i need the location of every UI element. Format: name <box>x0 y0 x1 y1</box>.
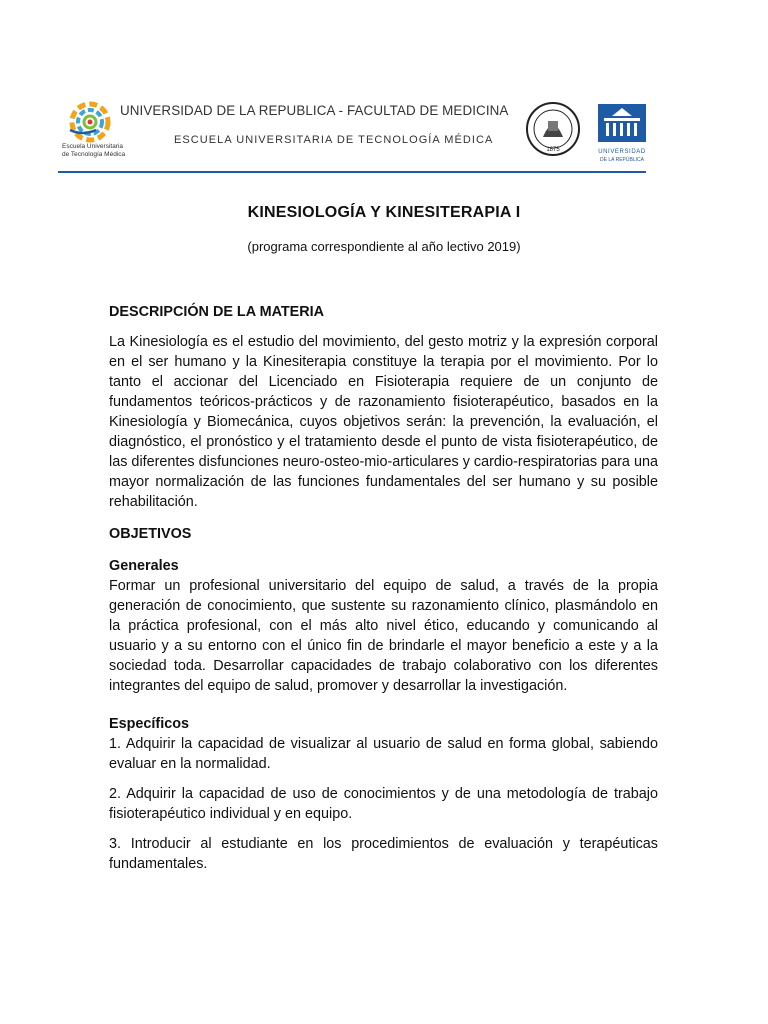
seal-year: 1875 <box>546 147 560 153</box>
facultad-seal-icon <box>521 101 585 157</box>
objetivos-heading: OBJETIVOS <box>109 526 192 542</box>
especifico-item: 3. Introducir al estudiante en los procedimientos de evaluación y terapéuticas fundamentales. <box>109 836 658 872</box>
especifico-item: 2. Adquirir la capacidad de uso de conocimientos y de una metodología de trabajo fisioterapéutico individual y en equipo. <box>109 786 658 822</box>
especificos-heading: Específicos <box>109 716 189 732</box>
header-divider <box>58 171 646 173</box>
logo-caption-universidad: UNIVERSIDAD <box>598 149 646 155</box>
universidad-logo-icon <box>592 100 652 166</box>
especifico-item: 1. Adquirir la capacidad de visualizar al usuario de salud en forma global, sabiendo evaluar en la normalidad. <box>109 736 658 772</box>
generales-paragraph: Formar un profesional universitario del equipo de salud, a través de la propia generación de conocimiento, que sustente su razonamiento clínico, plasmándolo en la práctica profesional, con el más alto nivel ético, educando y comunicando al usuario y a su entorno con el único fin de brindarle el mayor beneficio a este y a la sociedad toda. Desarrollar capacidades de trabajo colaborativo con los diferentes integrantes del equipo de salud, promover y desarrollar la investigación. <box>109 578 658 694</box>
logo-caption-line-1: Escuela Universitaria <box>62 143 124 150</box>
generales-heading: Generales <box>109 558 179 574</box>
escuela-logo-caption <box>62 143 142 159</box>
document-header <box>58 96 648 172</box>
document-title: KINESIOLOGÍA Y KINESITERAPIA I <box>247 204 521 221</box>
logo-caption-line-2: de Tecnología Médica <box>62 151 126 158</box>
university-line: UNIVERSIDAD DE LA REPUBLICA - FACULTAD DE MEDICINA <box>120 103 509 118</box>
logo-caption-republica: DE LA REPÚBLICA <box>600 157 644 163</box>
document-body <box>109 302 658 874</box>
document-subtitle: (programa correspondiente al año lectivo 2019) <box>247 239 521 254</box>
school-line: ESCUELA UNIVERSITARIA DE TECNOLOGÍA MÉDICA <box>174 134 494 146</box>
descripcion-paragraph: La Kinesiología es el estudio del movimiento, del gesto motriz y la expresión corporal en el ser humano y la Kinesiterapia constituye la terapia por el movimiento. Por lo tanto el accionar del Licenciado en Fisioterapia requiere de un conjunto de fundamentos teóricos-prácticos y de razonamiento fisioterapéutico, basados en la Kinesiología y Biomecánica, cuyos objetivos serán: la prevención, la evaluación, el diagnóstico, el pronóstico y el tratamiento desde el punto de vista fisioterapéutico, de las diferentes disfunciones neuro-osteo-mio-articulares y cardio-respiratorias para una mayor normalización de las funciones fundamentales del ser humano y su posible rehabilitación. <box>109 334 658 510</box>
descripcion-heading: DESCRIPCIÓN DE LA MATERIA <box>109 304 325 320</box>
